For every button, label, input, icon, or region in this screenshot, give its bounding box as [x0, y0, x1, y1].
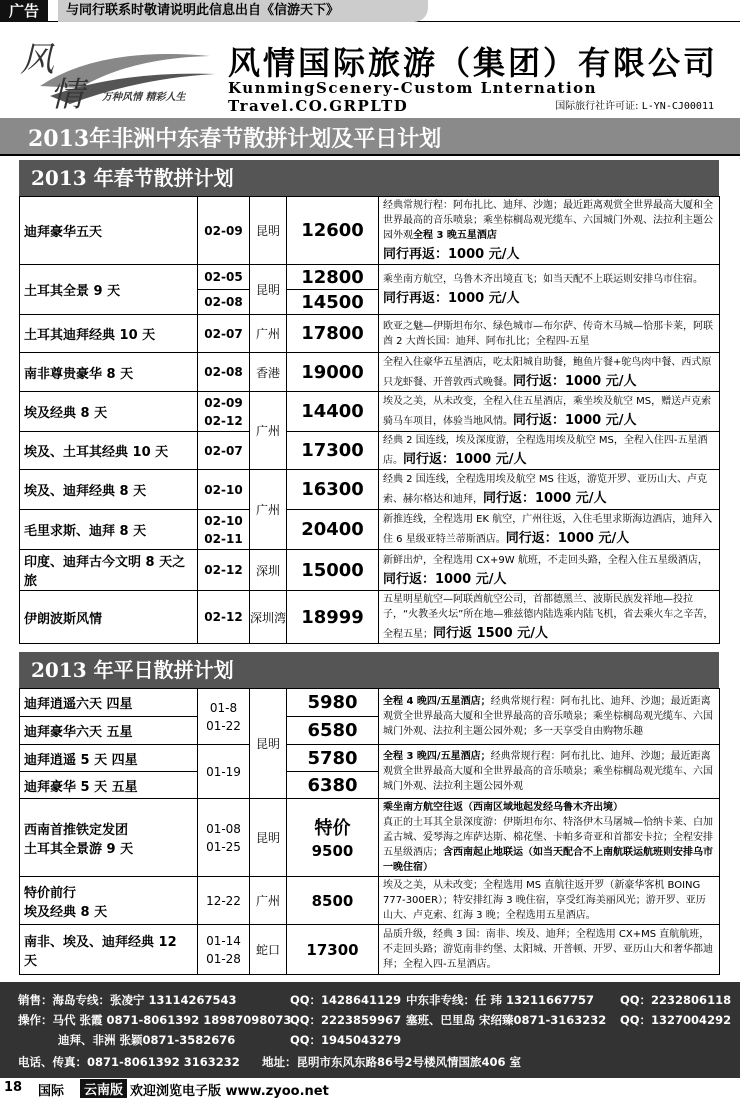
route-name: 西南首推铁定发团 土耳其全景游 9 天: [20, 799, 198, 877]
contact-qq: QQ：2232806118: [620, 993, 732, 1007]
table-row: [20, 689, 720, 717]
route-description: 欧亚之魅—伊斯坦布尔、绿色城市—布尔萨、传奇木马城—恰那卡莱，阿联酋 2 大酋长国：迪拜、阿布扎比；全程四-五星: [379, 315, 720, 353]
route-description: 品质升级，经典 3 国：南非、埃及、迪拜；全程选用 CX+MS 直航航班，不走回头路；游览南非约堡、太阳城、开普顿、开罗、亚历山大和奢华都迪拜；全程入四-五星酒店。: [379, 925, 720, 975]
route-description: 经典常规行程：阿布扎比、迪拜、沙迦；最近距离观赏全世界最高大厦和全世界最高的音乐喷泉；乘坐棕榈岛观光缆车、六国城门外观、法拉利主题公园外观全程 3 晚五星酒店 同行再返：1000 元/人: [379, 197, 720, 265]
return-note: 同行再返：1000 元/人: [383, 247, 520, 262]
table-row: [20, 799, 720, 877]
contact-mideast: 中东非专线：任 玮 13211667757: [406, 993, 595, 1007]
departure-date: 01-14 01-28: [198, 925, 250, 975]
price: 特价 9500: [287, 799, 379, 877]
departure-city: 昆明: [250, 799, 287, 877]
departure-city: 蛇口: [250, 925, 287, 975]
route-name: 土耳其全景 9 天: [20, 265, 198, 315]
price: 17800: [287, 315, 379, 353]
price: 6380: [287, 772, 379, 799]
price: 17300: [287, 925, 379, 975]
table-row: [20, 591, 720, 644]
weekday-table: [19, 688, 720, 975]
table-row: [20, 197, 720, 265]
table-row: [20, 877, 720, 925]
departure-date: 02-08: [198, 353, 250, 392]
price: 18999: [287, 591, 379, 644]
plan-banner: [0, 118, 740, 154]
return-note: 同行返：1000 元/人: [383, 571, 507, 587]
route-name: 迪拜逍遥六天 四星: [20, 689, 198, 717]
price: 19000: [287, 353, 379, 392]
company-name-cn: 风情国际旅游（集团）有限公司: [228, 44, 719, 82]
return-note: 同行返：1000 元/人: [513, 373, 637, 389]
departure-date: 12-22: [198, 877, 250, 925]
departure-city: 广州: [250, 877, 287, 925]
contact-saipan: 塞班、巴里岛 宋绍臻0871-3163232: [406, 1013, 607, 1027]
return-note: 同行再返：1000 元/人: [383, 291, 520, 306]
table-row: [20, 265, 720, 290]
departure-date: 01-08 01-25: [198, 799, 250, 877]
route-name: 伊朗波斯风情: [20, 591, 198, 644]
departure-date: 02-05: [198, 265, 250, 290]
contact-qq: QQ：1327004292: [620, 1013, 732, 1027]
price: 15000: [287, 550, 379, 591]
ad-label: 广告: [0, 0, 48, 22]
contact-dubai: 迪拜、非洲 张颖0871-3582676: [58, 1033, 236, 1047]
table-row: [20, 353, 720, 392]
route-name: 迪拜逍遥 5 天 四星: [20, 745, 198, 772]
departure-date: 02-10 02-11: [198, 510, 250, 550]
route-name: 迪拜豪华五天: [20, 197, 198, 265]
route-description: 新推连线，全程选用 EK 航空，广州往返，入住毛里求斯海边酒店，迪拜入住 6 星级亚特兰蒂斯酒店。同行返：1000 元/人: [379, 510, 720, 550]
price: 17300: [287, 432, 379, 470]
spring-table: [19, 196, 720, 644]
website-link[interactable]: 欢迎浏览电子版 www.zyoo.net: [130, 1084, 329, 1099]
table-row: [20, 510, 720, 550]
price: 6580: [287, 717, 379, 745]
route-name: 迪拜豪华六天 五星: [20, 717, 198, 745]
route-name: 土耳其迪拜经典 10 天: [20, 315, 198, 353]
contact-address: 地址：昆明市东风东路86号2号楼风情国旅406 室: [262, 1055, 522, 1069]
route-description: 乘坐南方航空，乌鲁木齐出境直飞；如当天配不上联运则安排乌市住宿。同行再返：1000 元/人: [379, 265, 720, 315]
contact-operation: 操作：马代 张霞 0871-8061392 18987098073: [18, 1013, 292, 1027]
contact-sales: 销售：海岛专线：张凌宁 13114267543: [18, 993, 237, 1007]
departure-date: 02-07: [198, 315, 250, 353]
departure-city: 广州: [250, 470, 287, 550]
route-name: 印度、迪拜古今文明 8 天之旅: [20, 550, 198, 591]
departure-date: 02-12: [198, 591, 250, 644]
route-description: 全程 3 晚四/五星酒店；经典常规行程：阿布扎比、迪拜、沙迦；最近距离观赏全世界最高大厦和全世界最高的音乐喷泉；乘坐棕榈岛观光缆车、六国城门外观、法拉利主题公园外观: [379, 745, 720, 799]
spring-section-title: 2013 年春节散拼计划: [19, 160, 719, 196]
banner-title: 2013年非洲中东春节散拼计划及平日计划: [28, 126, 442, 152]
departure-city: 香港: [250, 353, 287, 392]
price: 5780: [287, 745, 379, 772]
section-label: 国际: [38, 1084, 65, 1099]
contact-qq: QQ：2223859967: [290, 1013, 402, 1027]
departure-city: 深圳: [250, 550, 287, 591]
departure-city: 深圳湾: [250, 591, 287, 644]
route-description: 埃及之美，从未改变；全程选用 MS 直航往返开罗（新豪华客机 BOING 777-300ER）；特安排红海 3 晚住宿，享受红海美丽风光；游开罗、亚历山大、卢克索、红海 3 晚；全程选用五星酒店。: [379, 877, 720, 925]
company-logo: [10, 26, 220, 116]
route-name: 特价前行 埃及经典 8 天: [20, 877, 198, 925]
contact-qq: QQ：1945043279: [290, 1033, 402, 1047]
table-row: [20, 432, 720, 470]
top-bar: [0, 0, 740, 22]
table-row: [20, 470, 720, 510]
route-name: 迪拜豪华 5 天 五星: [20, 772, 198, 799]
route-name: 埃及经典 8 天: [20, 392, 198, 432]
license-number: L-YN-CJ00011: [641, 101, 714, 112]
price: 16300: [287, 470, 379, 510]
route-description: 全程 4 晚四/五星酒店；经典常规行程：阿布扎比、迪拜、沙迦；最近距离观赏全世界最高大厦和全世界最高的音乐喷泉；乘坐棕榈岛观光缆车、六国城门外观、法拉利主题公园外观；多一天享受自由购物乐趣: [379, 689, 720, 745]
departure-date: 01-19: [198, 745, 250, 799]
price: 8500: [287, 877, 379, 925]
route-name: 埃及、土耳其经典 10 天: [20, 432, 198, 470]
departure-city: 昆明: [250, 197, 287, 265]
route-name: 埃及、迪拜经典 8 天: [20, 470, 198, 510]
price: 20400: [287, 510, 379, 550]
table-row: [20, 745, 720, 772]
return-note: 同行返：1000 元/人: [403, 452, 527, 467]
contact-footer: [0, 982, 740, 1078]
page-footer: [0, 1078, 740, 1100]
route-description: 经典 2 国连线，埃及深度游，全程选用埃及航空 MS，全程入住四-五星酒店。同行返：1000 元/人: [379, 432, 720, 470]
contact-qq: QQ：1428641129: [290, 993, 402, 1007]
return-note: 同行返 1500 元/人: [433, 626, 548, 641]
departure-date: 02-10: [198, 470, 250, 510]
license-label: 国际旅行社许可证:: [555, 101, 639, 112]
route-name: 南非尊贵豪华 8 天: [20, 353, 198, 392]
table-row: [20, 925, 720, 975]
svg-text:情: 情: [50, 75, 84, 115]
route-description: 新鲜出炉，全程选用 CX+9W 航班，不走回头路，全程入住五星级酒店，同行返：1000 元/人: [379, 550, 720, 591]
return-note: 同行返：1000 元/人: [483, 491, 607, 506]
departure-city: 广州: [250, 315, 287, 353]
weekday-section-title: 2013 年平日散拼计划: [19, 652, 719, 688]
price: 12800: [287, 265, 379, 290]
route-description: 全程入住豪华五星酒店，吃太阳城自助餐，鲍鱼片餐+鸵鸟肉中餐、西式原只龙虾餐、开普敦西式晚餐。同行返：1000 元/人: [379, 353, 720, 392]
source-notice: 与同行联系时敬请说明此信息出自《信游天下》: [58, 0, 428, 22]
route-description: 埃及之美，从未改变，全程入住五星酒店，乘坐埃及航空 MS，赠送卢克索骑马车项目，体验当地风情。同行返：1000 元/人: [379, 392, 720, 432]
page-number: 18: [4, 1080, 23, 1095]
departure-date: 01-8 01-22: [198, 689, 250, 745]
company-header: [0, 22, 740, 117]
departure-city: 昆明: [250, 689, 287, 799]
route-name: 南非、埃及、迪拜经典 12 天: [20, 925, 198, 975]
logo-slogan: 万种风情 精彩人生: [102, 92, 186, 103]
departure-city: 昆明: [250, 265, 287, 315]
return-note: 同行返：1000 元/人: [513, 413, 637, 428]
departure-date: 02-09: [198, 197, 250, 265]
return-note: 同行返：1000 元/人: [505, 531, 630, 546]
route-description: 经典 2 国连线，全程选用埃及航空 MS 往返，游览开罗、亚历山大、卢克索、赫尔格达和迪拜，同行返：1000 元/人: [379, 470, 720, 510]
departure-date: 02-08: [198, 290, 250, 315]
route-description: 乘坐南方航空往返（西南区域地起发经乌鲁木齐出境） 真正的土耳其全景深度游：伊斯坦布尔、特洛伊木马屠城—恰纳卡莱、白加孟古城、爱琴海之库萨达斯、棉花堡、卡帕多奇亚和首都安卡拉；全程安排五星级酒店；含西南起止地联运（如当天配合不上南航联运航班则安排乌市一晚住宿）: [379, 799, 720, 877]
banner-divider: [0, 154, 740, 156]
svg-text:风: 风: [20, 40, 54, 80]
departure-date: 02-12: [198, 550, 250, 591]
departure-date: 02-07: [198, 432, 250, 470]
license: [555, 97, 714, 112]
price: 5980: [287, 689, 379, 717]
contact-phone: 电话、传真：0871-8061392 3163232: [18, 1055, 240, 1069]
table-row: [20, 550, 720, 591]
departure-city: 广州: [250, 392, 287, 470]
price: 14400: [287, 392, 379, 432]
departure-date: 02-09 02-12: [198, 392, 250, 432]
edition-badge: 云南版: [80, 1079, 127, 1098]
table-row: [20, 315, 720, 353]
route-name: 毛里求斯、迪拜 8 天: [20, 510, 198, 550]
price: 14500: [287, 290, 379, 315]
company-name-en: KunmingScenery-Custom Lnternation Travel.CO.GRPLTD: [228, 79, 598, 115]
table-row: [20, 392, 720, 432]
price: 12600: [287, 197, 379, 265]
route-description: 五星明星航空—阿联酋航空公司，首都德黑兰、波斯民族发祥地—投拉子，“火教圣火坛”所在地—雅兹德内陆选乘内陆飞机，省去乘火车之辛苦，全程五星；同行返 1500 元/人: [379, 591, 720, 644]
